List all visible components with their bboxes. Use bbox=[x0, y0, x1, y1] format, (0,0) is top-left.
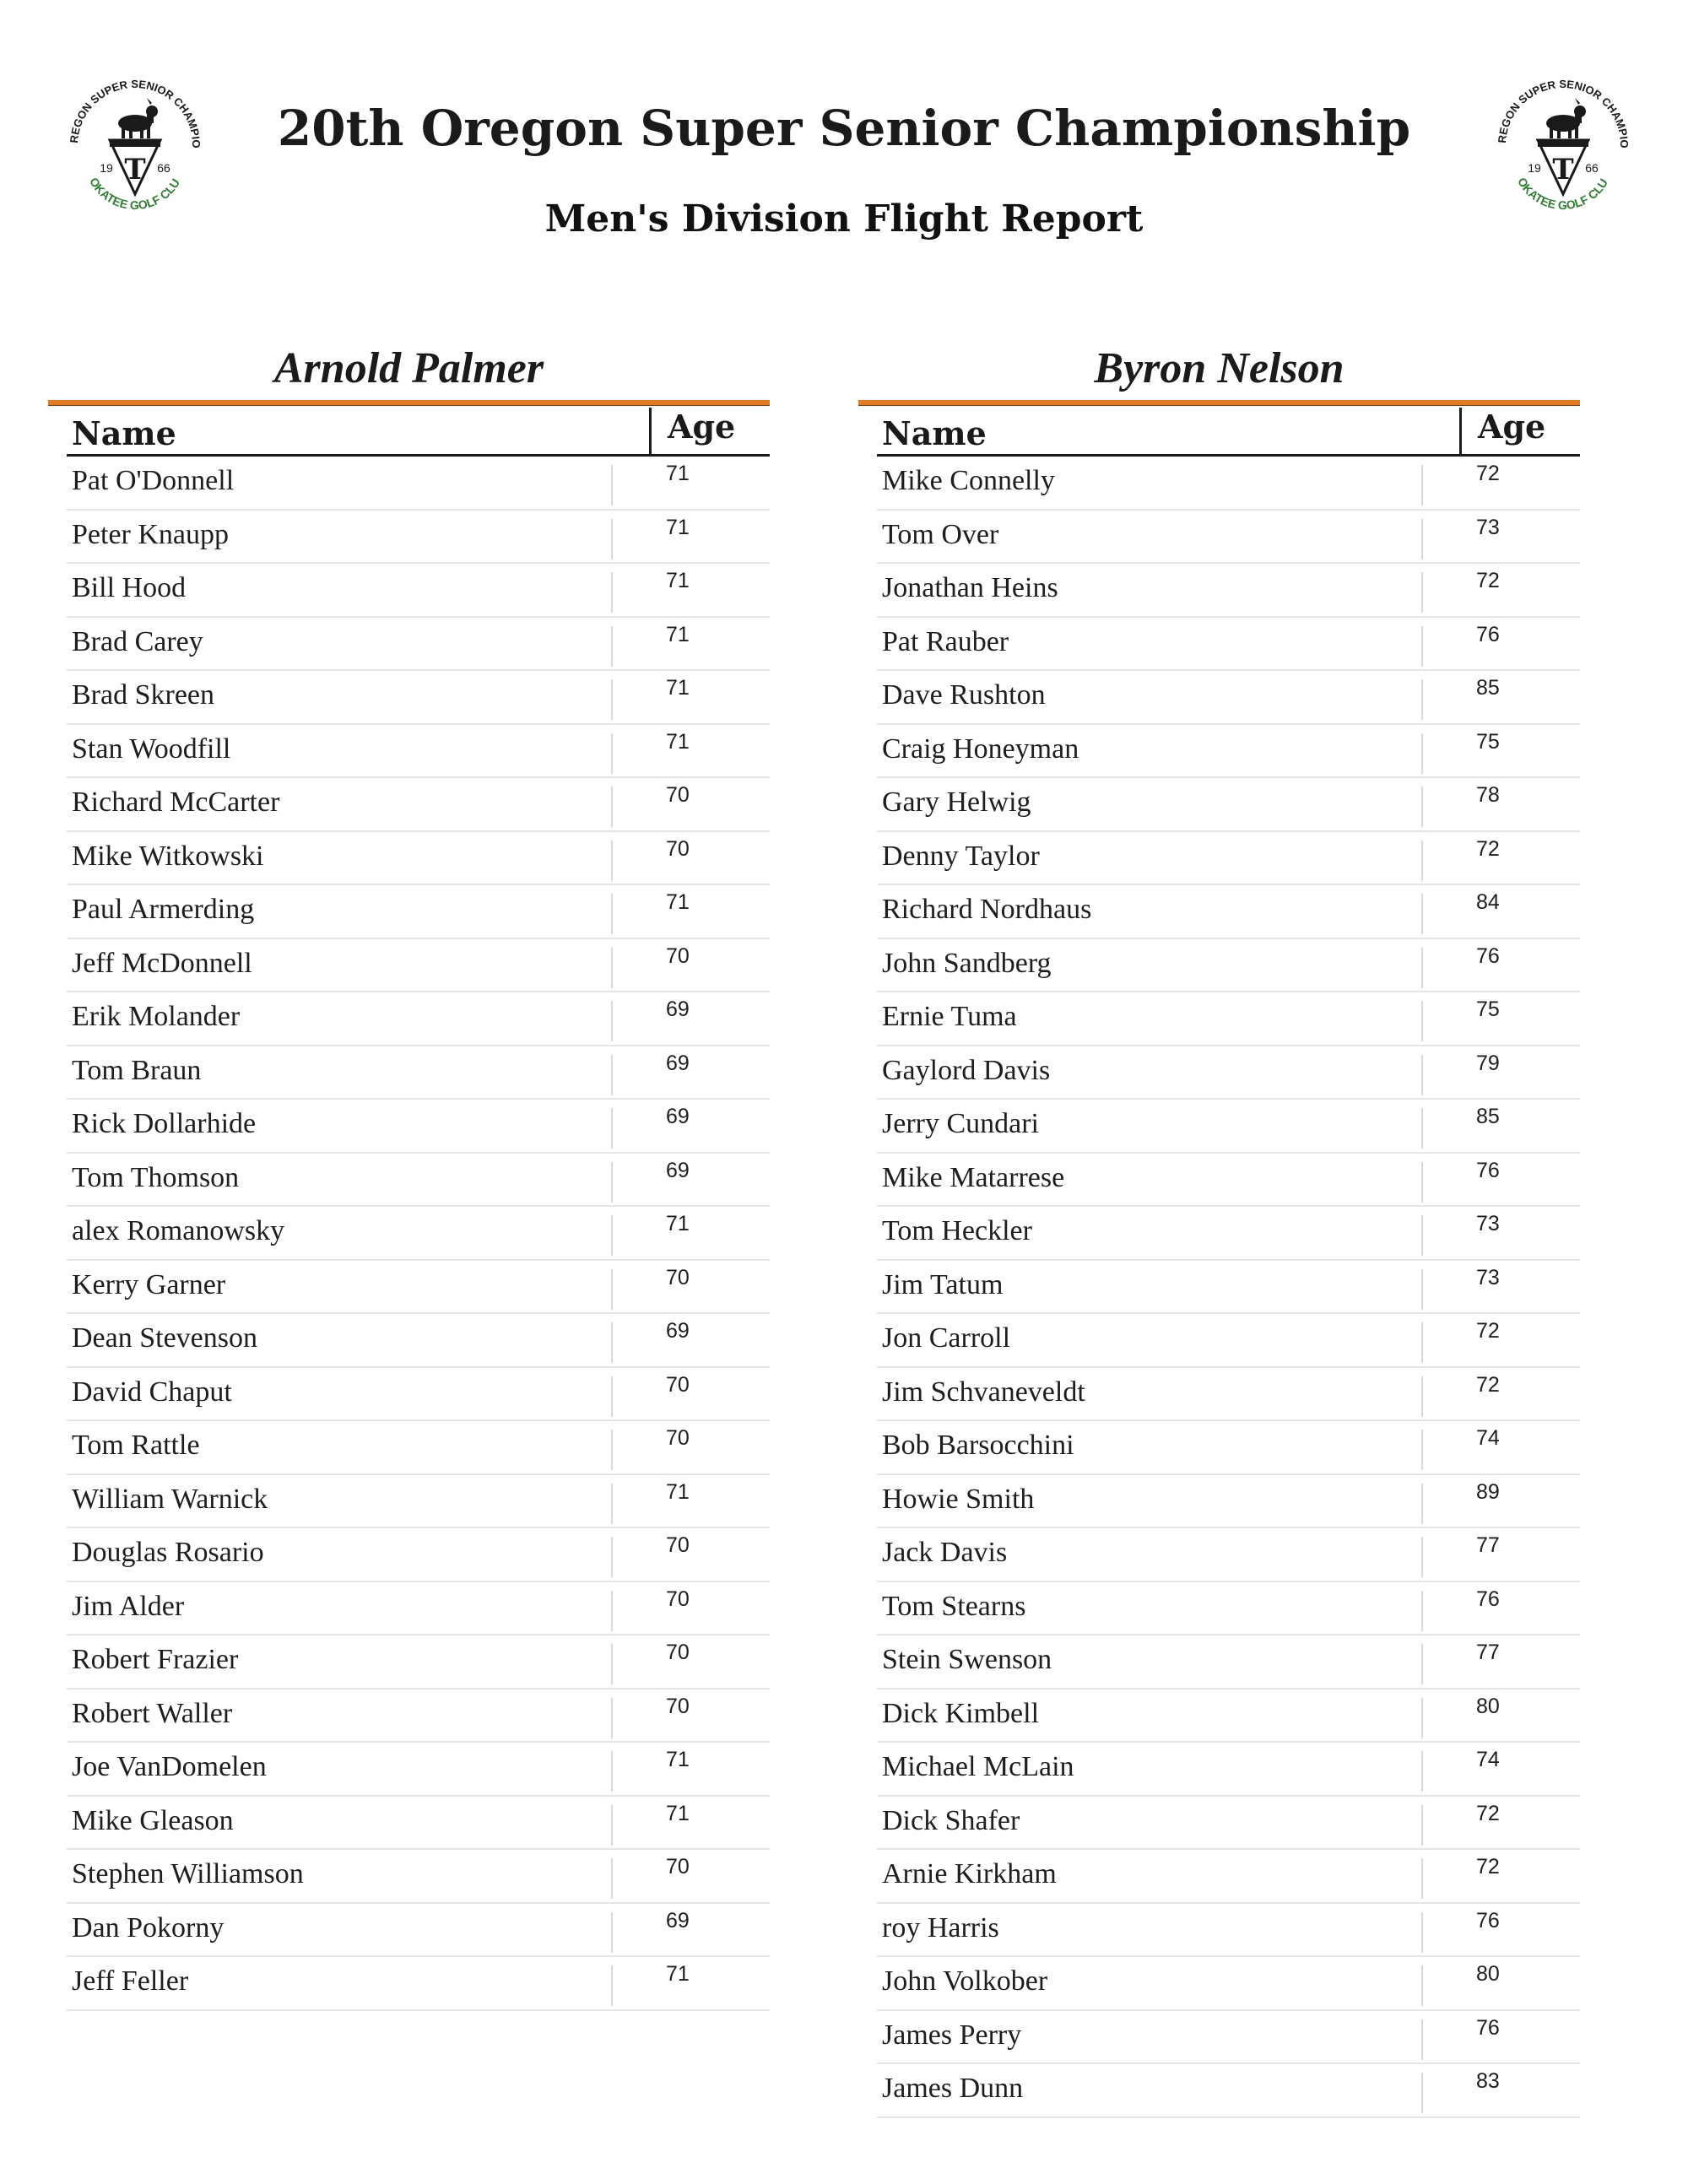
player-age: 76 bbox=[1476, 622, 1500, 646]
player-name: Tom Heckler bbox=[882, 1215, 1032, 1246]
player-age: 69 bbox=[666, 1158, 690, 1182]
player-age: 70 bbox=[666, 1372, 690, 1397]
player-age: 74 bbox=[1476, 1748, 1500, 1771]
cell-divider bbox=[1421, 1912, 1423, 1953]
player-name: Ernie Tuma bbox=[882, 1001, 1017, 1032]
cell-divider bbox=[611, 733, 613, 774]
table-row bbox=[877, 1155, 1580, 1208]
table-row bbox=[877, 1316, 1580, 1368]
table-row bbox=[67, 1798, 770, 1851]
player-name: John Volkober bbox=[882, 1965, 1048, 1997]
table-row bbox=[67, 1316, 770, 1368]
table-row bbox=[67, 1637, 770, 1689]
player-age: 70 bbox=[666, 1533, 690, 1557]
player-name: Brad Skreen bbox=[72, 679, 215, 711]
player-age: 74 bbox=[1476, 1426, 1500, 1450]
cell-divider bbox=[1421, 1858, 1423, 1899]
table-row bbox=[67, 1584, 770, 1636]
player-age: 77 bbox=[1476, 1641, 1500, 1664]
table-row bbox=[67, 994, 770, 1046]
cell-divider bbox=[1421, 1484, 1423, 1524]
table-row bbox=[877, 565, 1580, 618]
logo-letter: T bbox=[1552, 153, 1574, 187]
cell-divider bbox=[611, 1001, 613, 1041]
logo-year-right: 66 bbox=[1585, 161, 1599, 175]
cell-divider bbox=[1421, 948, 1423, 988]
table-row bbox=[877, 1477, 1580, 1529]
player-age: 70 bbox=[666, 1265, 690, 1289]
column-header-age: Age bbox=[1478, 408, 1546, 446]
cell-divider bbox=[611, 1162, 613, 1203]
player-age: 73 bbox=[1476, 515, 1500, 539]
player-name: Dean Stevenson bbox=[72, 1322, 258, 1354]
player-age: 72 bbox=[1476, 1319, 1500, 1343]
cell-divider bbox=[611, 894, 613, 934]
table-row bbox=[877, 1798, 1580, 1851]
player-name: William Warnick bbox=[72, 1483, 268, 1515]
table-row bbox=[67, 1208, 770, 1261]
cell-divider bbox=[611, 1912, 613, 1953]
player-age: 79 bbox=[1476, 1051, 1500, 1075]
flight-title: Byron Nelson bbox=[1094, 344, 1344, 392]
player-age: 85 bbox=[1476, 1105, 1500, 1128]
player-age: 75 bbox=[1476, 997, 1500, 1021]
cell-divider bbox=[611, 1537, 613, 1577]
table-row bbox=[67, 1744, 770, 1797]
logo-bottom-arc-text: OKATEE GOLF CLU bbox=[87, 175, 183, 213]
cell-divider bbox=[1421, 519, 1423, 560]
table-row bbox=[877, 512, 1580, 565]
player-name: Jeff Feller bbox=[72, 1965, 189, 1997]
table-row bbox=[67, 458, 770, 511]
table-row bbox=[67, 834, 770, 886]
player-name: Tom Rattle bbox=[72, 1430, 200, 1461]
table-row bbox=[877, 1959, 1580, 2011]
player-name: Pat Rauber bbox=[882, 625, 1009, 657]
cell-divider bbox=[1421, 1162, 1423, 1203]
cell-divider bbox=[1421, 1322, 1423, 1363]
player-name: Tom Braun bbox=[72, 1054, 202, 1086]
cell-divider bbox=[611, 948, 613, 988]
table-header bbox=[877, 406, 1580, 457]
table-row bbox=[877, 887, 1580, 939]
player-age: 71 bbox=[666, 569, 690, 592]
logo-top-arc-text: REGON SUPER SENIOR CHAMPIO bbox=[1495, 77, 1631, 149]
player-age: 70 bbox=[666, 943, 690, 968]
table-row bbox=[877, 727, 1580, 779]
table-header bbox=[67, 406, 770, 457]
player-age: 72 bbox=[1476, 462, 1500, 485]
player-name: Tom Stearns bbox=[882, 1590, 1026, 1622]
column-header-name: Name bbox=[882, 414, 987, 452]
player-name: James Dunn bbox=[882, 2073, 1024, 2104]
player-name: Mike Gleason bbox=[72, 1804, 234, 1836]
cell-divider bbox=[1421, 1001, 1423, 1041]
player-name: Dave Rushton bbox=[882, 679, 1046, 711]
player-age: 80 bbox=[1476, 1694, 1500, 1718]
player-age: 72 bbox=[1476, 569, 1500, 592]
cell-divider bbox=[611, 1751, 613, 1792]
player-name: Rick Dollarhide bbox=[72, 1108, 257, 1139]
table-row bbox=[877, 1208, 1580, 1261]
player-age: 70 bbox=[666, 1855, 690, 1879]
table-row bbox=[67, 1101, 770, 1154]
player-name: Stan Woodfill bbox=[72, 733, 231, 765]
player-age: 70 bbox=[666, 783, 690, 807]
player-name: John Sandberg bbox=[882, 947, 1052, 979]
player-age: 72 bbox=[1476, 1372, 1500, 1397]
player-name: Jim Alder bbox=[72, 1590, 185, 1622]
cell-divider bbox=[1421, 1108, 1423, 1149]
page-subtitle: Men's Division Flight Report bbox=[544, 197, 1144, 241]
cell-divider bbox=[611, 1055, 613, 1095]
cell-divider bbox=[1421, 894, 1423, 934]
table-row bbox=[877, 1852, 1580, 1904]
table-row bbox=[877, 1691, 1580, 1743]
player-name: Dick Kimbell bbox=[882, 1697, 1040, 1729]
cell-divider bbox=[1421, 679, 1423, 720]
cell-divider bbox=[1421, 1215, 1423, 1256]
player-age: 70 bbox=[666, 1641, 690, 1664]
cell-divider bbox=[611, 465, 613, 505]
table-row bbox=[877, 994, 1580, 1046]
player-age: 71 bbox=[666, 462, 690, 485]
player-name: Mike Witkowski bbox=[72, 840, 264, 872]
player-age: 71 bbox=[666, 1801, 690, 1825]
player-age: 72 bbox=[1476, 1801, 1500, 1825]
player-age: 84 bbox=[1476, 890, 1500, 914]
table-row bbox=[877, 1584, 1580, 1636]
player-name: Mike Matarrese bbox=[882, 1161, 1065, 1193]
table-row bbox=[67, 1155, 770, 1208]
cell-divider bbox=[1421, 1430, 1423, 1470]
logo-bottom-arc-text: OKATEE GOLF CLU bbox=[1515, 175, 1611, 213]
cell-divider bbox=[611, 1858, 613, 1899]
table-row bbox=[67, 1370, 770, 1422]
player-name: Dan Pokorny bbox=[72, 1911, 225, 1943]
table-row bbox=[877, 834, 1580, 886]
cell-divider bbox=[611, 1269, 613, 1310]
player-age: 73 bbox=[1476, 1212, 1500, 1235]
cell-divider bbox=[1421, 733, 1423, 774]
player-name: Robert Frazier bbox=[72, 1644, 239, 1675]
player-age: 70 bbox=[666, 836, 690, 861]
table-row bbox=[877, 2013, 1580, 2065]
player-name: Jim Schvaneveldt bbox=[882, 1376, 1085, 1408]
player-age: 69 bbox=[666, 997, 690, 1021]
cell-divider bbox=[1421, 626, 1423, 667]
player-name: Stein Swenson bbox=[882, 1644, 1052, 1675]
cell-divider bbox=[611, 626, 613, 667]
cell-divider bbox=[1421, 1805, 1423, 1846]
cell-divider bbox=[1421, 1269, 1423, 1310]
player-age: 71 bbox=[666, 515, 690, 539]
flight-table-byron-nelson bbox=[858, 338, 1580, 2118]
table-row bbox=[67, 1852, 770, 1904]
player-name: Jonathan Heins bbox=[882, 572, 1058, 603]
table-row bbox=[877, 1262, 1580, 1315]
cell-divider bbox=[1421, 1698, 1423, 1738]
cell-divider bbox=[611, 519, 613, 560]
logo-letter: T bbox=[124, 153, 146, 187]
table-row bbox=[877, 1370, 1580, 1422]
player-age: 89 bbox=[1476, 1479, 1500, 1504]
cell-divider bbox=[611, 841, 613, 881]
player-age: 71 bbox=[666, 622, 690, 646]
flight-table-arnold-palmer bbox=[48, 338, 770, 2011]
player-name: Robert Waller bbox=[72, 1697, 233, 1729]
player-name: Richard McCarter bbox=[72, 787, 280, 818]
player-age: 70 bbox=[666, 1694, 690, 1718]
player-name: David Chaput bbox=[72, 1376, 232, 1408]
cell-divider bbox=[611, 1322, 613, 1363]
cell-divider bbox=[611, 572, 613, 613]
player-age: 71 bbox=[666, 676, 690, 700]
player-name: Mike Connelly bbox=[882, 465, 1055, 496]
player-age: 70 bbox=[666, 1587, 690, 1611]
cell-divider bbox=[1421, 465, 1423, 505]
player-name: Tom Over bbox=[882, 518, 999, 550]
cell-divider bbox=[611, 679, 613, 720]
cell-divider bbox=[1421, 1965, 1423, 2006]
cell-divider bbox=[611, 1376, 613, 1417]
player-name: Jeff McDonnell bbox=[72, 947, 252, 979]
player-name: Brad Carey bbox=[72, 625, 203, 657]
cell-divider bbox=[611, 1215, 613, 1256]
cell-divider bbox=[1421, 1644, 1423, 1684]
player-age: 72 bbox=[1476, 1855, 1500, 1879]
player-age: 69 bbox=[666, 1319, 690, 1343]
player-age: 76 bbox=[1476, 1908, 1500, 1933]
player-age: 71 bbox=[666, 729, 690, 754]
player-name: Kerry Garner bbox=[72, 1268, 226, 1300]
cell-divider bbox=[1421, 1376, 1423, 1417]
table-row bbox=[67, 1906, 770, 1958]
player-name: Joe VanDomelen bbox=[72, 1751, 267, 1782]
player-name: Howie Smith bbox=[882, 1483, 1035, 1515]
column-header-name: Name bbox=[72, 414, 176, 452]
player-age: 76 bbox=[1476, 943, 1500, 968]
player-name: Stephen Williamson bbox=[72, 1858, 304, 1889]
table-row bbox=[67, 941, 770, 993]
player-age: 73 bbox=[1476, 1265, 1500, 1289]
table-row bbox=[67, 1477, 770, 1529]
player-name: Paul Armerding bbox=[72, 894, 255, 925]
player-name: Jack Davis bbox=[882, 1537, 1008, 1568]
table-row bbox=[877, 1637, 1580, 1689]
player-age: 70 bbox=[666, 1426, 690, 1450]
cell-divider bbox=[611, 1591, 613, 1631]
cell-divider bbox=[1421, 1537, 1423, 1577]
table-row bbox=[67, 565, 770, 618]
table-row bbox=[877, 458, 1580, 511]
table-row bbox=[67, 1262, 770, 1315]
player-age: 77 bbox=[1476, 1533, 1500, 1557]
player-age: 72 bbox=[1476, 836, 1500, 861]
cell-divider bbox=[611, 1644, 613, 1684]
logo-year-left: 19 bbox=[100, 161, 113, 175]
cell-divider bbox=[611, 1484, 613, 1524]
player-age: 75 bbox=[1476, 729, 1500, 754]
table-row bbox=[67, 619, 770, 672]
table-row bbox=[877, 1744, 1580, 1797]
player-name: Jerry Cundari bbox=[882, 1108, 1040, 1139]
cell-divider bbox=[1421, 841, 1423, 881]
cell-divider bbox=[611, 787, 613, 827]
flight-title-rule bbox=[48, 400, 770, 406]
table-row bbox=[67, 727, 770, 779]
table-row bbox=[877, 1101, 1580, 1154]
logo-year-right: 66 bbox=[157, 161, 170, 175]
player-name: Michael McLain bbox=[882, 1751, 1074, 1782]
cell-divider bbox=[611, 1698, 613, 1738]
table-row bbox=[67, 1959, 770, 2011]
player-name: Denny Taylor bbox=[882, 840, 1040, 872]
table-row bbox=[877, 941, 1580, 993]
cell-divider bbox=[1421, 787, 1423, 827]
table-row bbox=[877, 1048, 1580, 1100]
player-name: roy Harris bbox=[882, 1911, 999, 1943]
player-list bbox=[67, 458, 770, 2011]
player-name: Pat O'Donnell bbox=[72, 465, 235, 496]
table-row bbox=[877, 1423, 1580, 1475]
player-age: 71 bbox=[666, 1212, 690, 1235]
player-name: Jon Carroll bbox=[882, 1322, 1011, 1354]
cell-divider bbox=[611, 1805, 613, 1846]
table-row bbox=[67, 1423, 770, 1475]
column-divider bbox=[1459, 408, 1462, 454]
logo-year-left: 19 bbox=[1528, 161, 1541, 175]
page-title: 20th Oregon Super Senior Championship bbox=[277, 100, 1411, 157]
player-age: 76 bbox=[1476, 1587, 1500, 1611]
player-name: Peter Knaupp bbox=[72, 518, 230, 550]
cell-divider bbox=[1421, 1751, 1423, 1792]
table-row bbox=[877, 780, 1580, 832]
table-row bbox=[67, 1691, 770, 1743]
table-row bbox=[67, 673, 770, 725]
table-row bbox=[877, 1906, 1580, 1958]
cell-divider bbox=[1421, 2019, 1423, 2060]
player-name: Erik Molander bbox=[72, 1001, 241, 1032]
player-age: 85 bbox=[1476, 676, 1500, 700]
player-age: 71 bbox=[666, 890, 690, 914]
table-row bbox=[877, 2066, 1580, 2118]
column-divider bbox=[649, 408, 652, 454]
player-name: Bill Hood bbox=[72, 572, 187, 603]
player-age: 69 bbox=[666, 1908, 690, 1933]
table-row bbox=[67, 1530, 770, 1582]
cell-divider bbox=[1421, 1055, 1423, 1095]
player-name: Richard Nordhaus bbox=[882, 894, 1092, 925]
table-row bbox=[877, 673, 1580, 725]
player-age: 69 bbox=[666, 1051, 690, 1075]
cell-divider bbox=[611, 1430, 613, 1470]
player-age: 69 bbox=[666, 1105, 690, 1128]
cell-divider bbox=[611, 1108, 613, 1149]
column-header-age: Age bbox=[668, 408, 736, 446]
table-row bbox=[877, 1530, 1580, 1582]
flight-title-rule bbox=[858, 400, 1580, 406]
cell-divider bbox=[1421, 572, 1423, 613]
player-name: Gary Helwig bbox=[882, 787, 1031, 818]
player-name: Douglas Rosario bbox=[72, 1537, 264, 1568]
player-name: Gaylord Davis bbox=[882, 1054, 1051, 1086]
player-name: Dick Shafer bbox=[882, 1804, 1020, 1836]
flight-title: Arnold Palmer bbox=[273, 344, 544, 392]
player-age: 71 bbox=[666, 1748, 690, 1771]
table-row bbox=[67, 887, 770, 939]
player-age: 76 bbox=[1476, 1158, 1500, 1182]
table-row bbox=[67, 1048, 770, 1100]
player-name: alex Romanowsky bbox=[72, 1215, 285, 1246]
player-name: Tom Thomson bbox=[72, 1161, 240, 1193]
player-name: Craig Honeyman bbox=[882, 733, 1079, 765]
logo-top-arc-text: REGON SUPER SENIOR CHAMPIO bbox=[67, 77, 203, 149]
cell-divider bbox=[611, 1965, 613, 2006]
player-list bbox=[877, 458, 1580, 2118]
player-name: Jim Tatum bbox=[882, 1268, 1004, 1300]
cell-divider bbox=[1421, 2073, 1423, 2113]
player-age: 76 bbox=[1476, 2015, 1500, 2040]
table-row bbox=[877, 619, 1580, 672]
player-name: James Perry bbox=[882, 2019, 1022, 2051]
cell-divider bbox=[1421, 1591, 1423, 1631]
player-age: 71 bbox=[666, 1479, 690, 1504]
player-age: 78 bbox=[1476, 783, 1500, 807]
player-name: Arnie Kirkham bbox=[882, 1858, 1057, 1889]
player-name: Bob Barsocchini bbox=[882, 1430, 1074, 1461]
player-age: 83 bbox=[1476, 2069, 1500, 2093]
table-row bbox=[67, 512, 770, 565]
player-age: 80 bbox=[1476, 1962, 1500, 1986]
player-age: 71 bbox=[666, 1962, 690, 1986]
table-row bbox=[67, 780, 770, 832]
